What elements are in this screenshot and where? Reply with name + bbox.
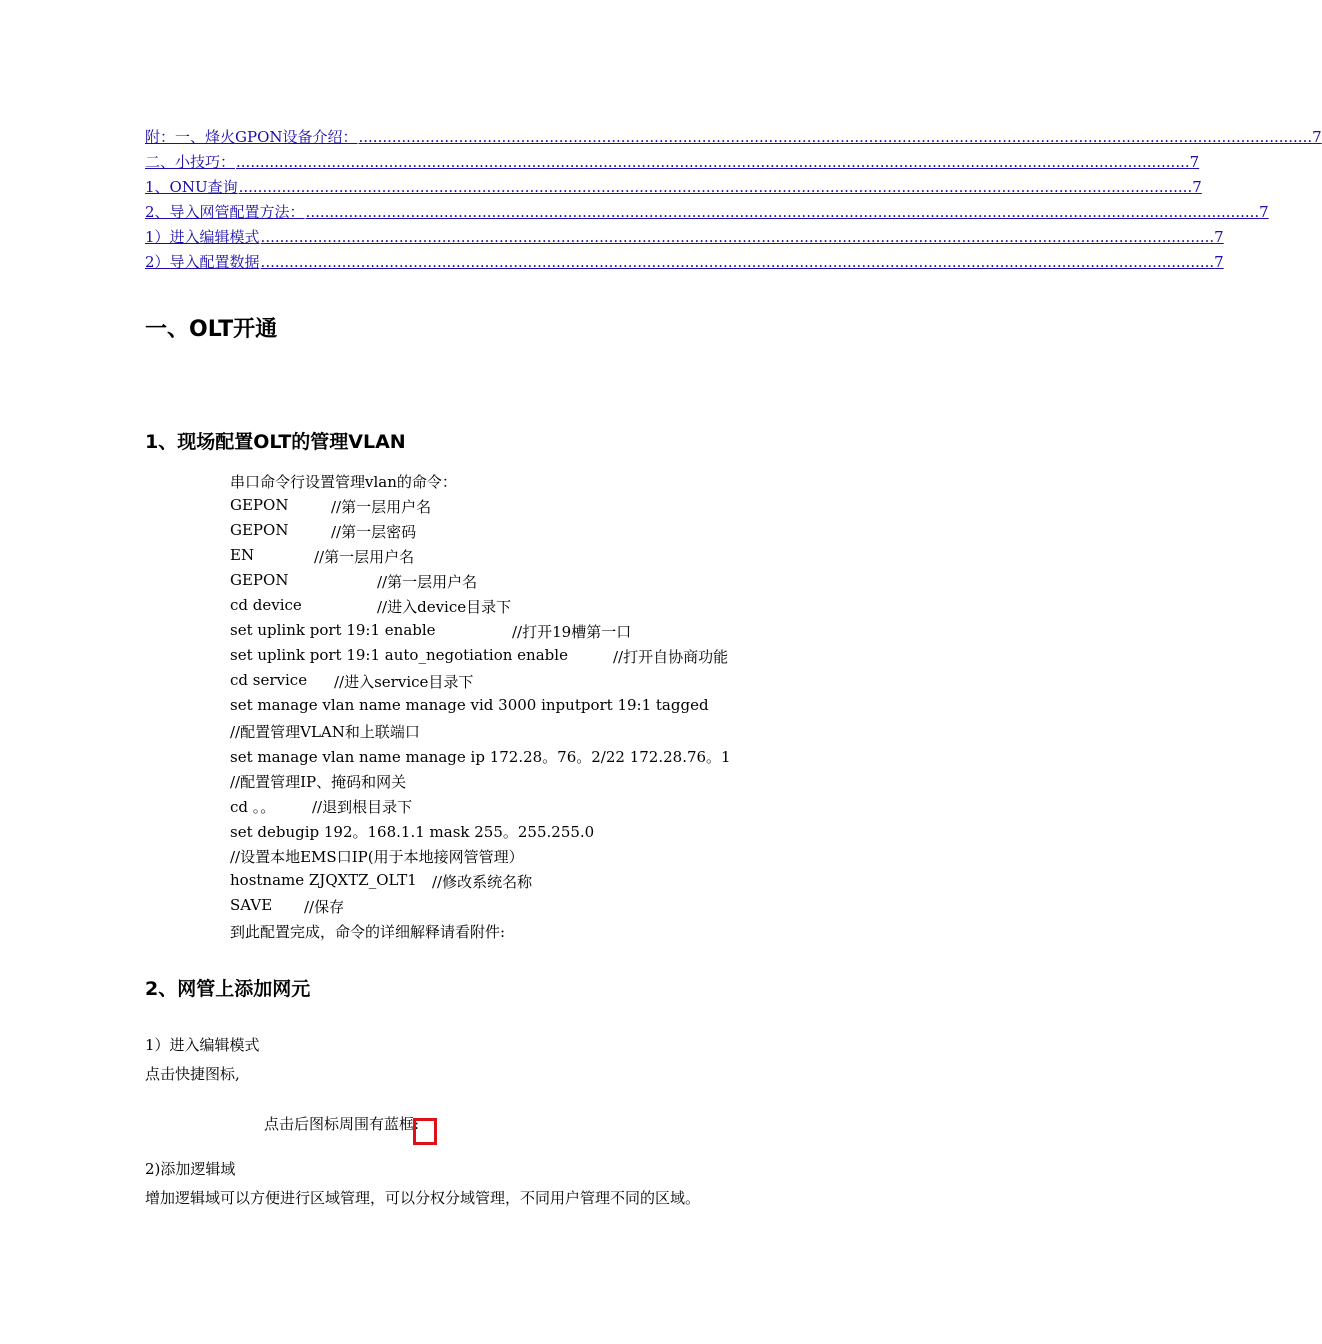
command-text: GEPON (230, 496, 289, 514)
command-comment: //第一层密码 (331, 523, 417, 541)
command-comment: //修改系统名称 (432, 873, 533, 891)
command-comment: //打开19槽第一口 (512, 623, 632, 641)
toc-link[interactable] (145, 226, 1224, 248)
toc-title: 二、小技巧： (145, 153, 236, 171)
command-text: //配置管理IP、掩码和网关 (230, 773, 407, 791)
toc-link[interactable] (145, 251, 1224, 273)
toc-entry[interactable] (145, 126, 1322, 148)
command-text: cd service (230, 671, 308, 689)
command-line (230, 546, 415, 566)
toc-entry[interactable] (145, 201, 1269, 223)
command-text: set debugip 192。168.1.1 mask 255。255.255.0 (230, 823, 595, 841)
command-text: GEPON (230, 521, 289, 539)
command-text: set manage vlan name manage vid 3000 inputport 19:1 tagged (230, 696, 709, 714)
icon-note: 点击后图标周围有蓝框: (264, 1115, 420, 1133)
step1-text: 点击快捷图标, (145, 1065, 240, 1083)
toc-title: 1、ONU查询 (145, 178, 238, 196)
toc-leader: ........................................................................................................................................................................................................ (260, 253, 1215, 271)
toc-entry[interactable] (145, 176, 1202, 198)
command-text: set uplink port 19:1 auto_negotiation enable (230, 646, 568, 664)
command-line (230, 671, 474, 691)
command-text: cd device (230, 596, 302, 614)
section2-heading: 2、网管上添加网元 (145, 978, 311, 1000)
command-line (230, 896, 345, 916)
command-line (230, 746, 731, 767)
command-comment: //退到根目录下 (312, 798, 413, 816)
command-line (230, 621, 632, 641)
toc-title: 附：一、烽火GPON设备介绍： (145, 128, 358, 146)
toc-link[interactable] (145, 176, 1202, 198)
command-line (230, 696, 709, 714)
command-text: //设置本地EMS口IP(用于本地接网管管理） (230, 848, 524, 866)
command-comment: //保存 (304, 898, 345, 916)
toc-page: 7 (1192, 178, 1202, 196)
command-line (230, 846, 524, 867)
command-text: set manage vlan name manage ip 172.28。76。2/22 172.28.76。1 (230, 748, 731, 766)
section1-heading: 1、现场配置OLT的管理VLAN (145, 431, 406, 453)
command-comment: //进入device目录下 (377, 598, 512, 616)
toc-leader: ........................................................................................................................................................................................................ (260, 228, 1215, 246)
main-heading: 一、OLT开通 (145, 317, 278, 342)
toc-title: 2、导入网管配置方法： (145, 203, 305, 221)
command-line (230, 771, 406, 792)
command-text: cd 。。 (230, 798, 276, 816)
command-comment: //第一层用户名 (314, 548, 415, 566)
toc-leader: ........................................................................................................................................................................................................ (358, 128, 1313, 146)
command-line (230, 871, 533, 891)
toc-entry[interactable] (145, 151, 1200, 173)
toc-link[interactable] (145, 151, 1200, 173)
command-comment: //第一层用户名 (377, 573, 478, 591)
toc-link[interactable] (145, 126, 1322, 148)
step2-text: 增加逻辑域可以方便进行区域管理，可以分权分域管理，不同用户管理不同的区域。 (145, 1189, 701, 1207)
toc-page: 7 (1214, 253, 1224, 271)
toc-entry[interactable] (145, 226, 1224, 248)
command-line (230, 596, 512, 616)
command-text: SAVE (230, 896, 273, 914)
command-line (230, 796, 413, 817)
command-line (230, 571, 478, 591)
command-line (230, 496, 432, 516)
toc-leader: ........................................................................................................................................................................................................ (238, 178, 1193, 196)
toc-page: 7 (1189, 153, 1200, 171)
step1-title: 1）进入编辑模式 (145, 1036, 260, 1054)
command-text: EN (230, 546, 255, 564)
toc-link[interactable] (145, 201, 1269, 223)
command-text: set uplink port 19:1 enable (230, 621, 436, 639)
command-text: GEPON (230, 571, 289, 589)
command-line (230, 646, 729, 666)
toc-title: 1）进入编辑模式 (145, 228, 260, 246)
section1-intro: 串口命令行设置管理vlan的命令： (230, 473, 457, 491)
section1-outro: 到此配置完成，命令的详细解释请看附件: (230, 923, 506, 941)
command-line (230, 521, 417, 541)
toc-page: 7 (1259, 203, 1269, 221)
command-text: hostname ZJQXTZ_OLT1 (230, 871, 417, 889)
toc-leader: ........................................................................................................................................................................................................ (305, 203, 1260, 221)
toc-page: 7 (1214, 228, 1224, 246)
toc-page: 7 (1312, 128, 1322, 146)
toc-leader: ........................................................................................................................................................................................................ (236, 153, 1190, 171)
step2-title: 2)添加逻辑域 (145, 1160, 236, 1178)
command-comment: //打开自协商功能 (613, 648, 729, 666)
command-comment: //第一层用户名 (331, 498, 432, 516)
command-line (230, 721, 420, 742)
highlight-box-icon (413, 1118, 437, 1145)
command-text: //配置管理VLAN和上联端口 (230, 723, 420, 741)
command-line (230, 821, 594, 842)
toc-title: 2）导入配置数据 (145, 253, 260, 271)
toc-entry[interactable] (145, 251, 1224, 273)
command-comment: //进入service目录下 (334, 673, 474, 691)
